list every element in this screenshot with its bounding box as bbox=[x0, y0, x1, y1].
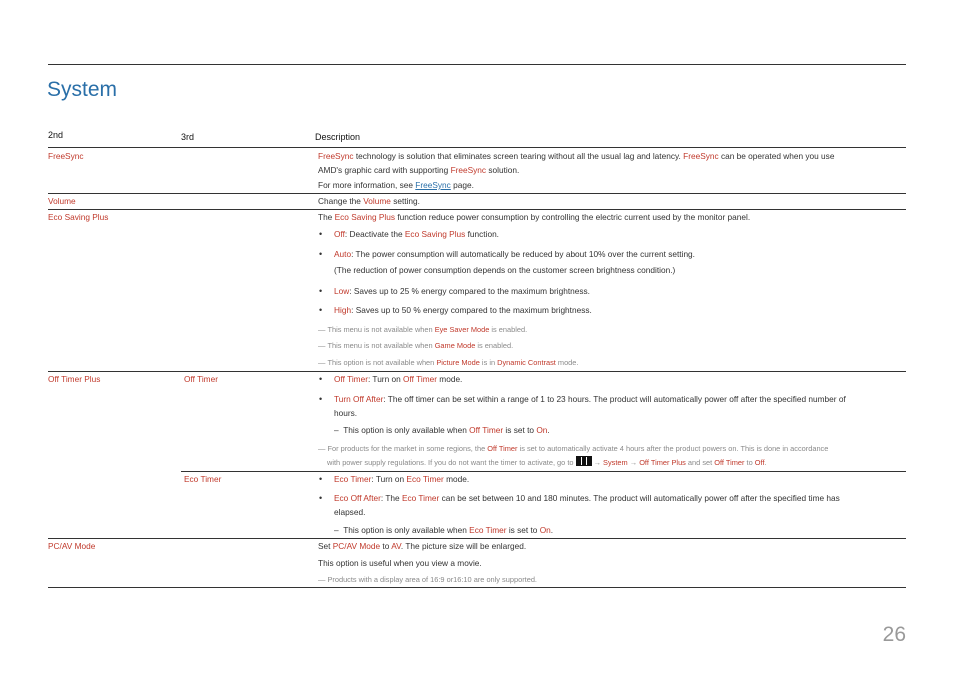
off-timer-bullet-turn-off-after: • Turn Off After: The off timer can be set within a range of 1 to 23 hours. The product will automatically power off after the specified number of bbox=[334, 392, 846, 406]
off-timer-dash-note: – This option is only available when Off Timer is set to On. bbox=[334, 425, 550, 435]
sub-label-eco-timer: Eco Timer bbox=[184, 474, 222, 484]
header-rule bbox=[48, 147, 906, 148]
freesync-desc-line1: FreeSync technology is solution that eliminates screen tearing without all the usual lag and latency. FreeSync can be operated when you use bbox=[318, 151, 835, 161]
eco-bullet-off: • Off: Deactivate the Eco Saving Plus function. bbox=[334, 227, 499, 241]
menu-icon bbox=[576, 456, 592, 466]
off-timer-region-note-line2: with power supply regulations. If you do not want the timer to activate, go to → System → Off Timer Plus and set Off Timer to Off. bbox=[327, 458, 767, 467]
pcav-desc-line2: This option is useful when you view a movie. bbox=[318, 558, 482, 568]
volume-desc: Change the Volume setting. bbox=[318, 196, 420, 206]
header-3rd: 3rd bbox=[181, 132, 195, 142]
pcav-desc-line1: Set PC/AV Mode to AV. The picture size will be enlarged. bbox=[318, 541, 527, 551]
eco-note-game-mode: ― This menu is not available when Game Mode is enabled. bbox=[318, 341, 514, 350]
eco-note-eye-saver: ― This menu is not available when Eye Saver Mode is enabled. bbox=[318, 325, 528, 334]
page-number: 26 bbox=[882, 623, 906, 646]
off-timer-region-note-line1: ― For products for the market in some regions, the Off Timer is set to automatically activate 4 hours after the product powers on. This is done in accordance bbox=[318, 444, 829, 453]
subrow-divider bbox=[181, 471, 906, 472]
sub-label-off-timer: Off Timer bbox=[184, 374, 218, 384]
eco-bullet-low: • Low: Saves up to 25 % energy compared to the maximum brightness. bbox=[334, 284, 590, 298]
top-rule bbox=[48, 64, 906, 65]
off-timer-hours: hours. bbox=[334, 408, 358, 418]
row-label-off-timer-plus: Off Timer Plus bbox=[48, 374, 101, 384]
header-2nd: 2nd bbox=[48, 130, 64, 140]
table-bottom-rule bbox=[48, 587, 906, 588]
eco-bullet-auto: • Auto: The power consumption will automatically be reduced by about 10% over the current setting. bbox=[334, 247, 695, 261]
page-title: System bbox=[47, 78, 118, 101]
off-timer-bullet-mode: • Off Timer: Turn on Off Timer mode. bbox=[334, 372, 462, 386]
row-divider bbox=[48, 193, 906, 194]
freesync-desc-line3: For more information, see FreeSync page. bbox=[318, 180, 474, 190]
row-label-eco-saving-plus: Eco Saving Plus bbox=[48, 212, 109, 222]
row-divider bbox=[48, 371, 906, 372]
pcav-note: ― Products with a display area of 16:9 or16:10 are only supported. bbox=[318, 575, 537, 584]
row-label-freesync: FreeSync bbox=[48, 151, 84, 161]
eco-timer-bullet-mode: • Eco Timer: Turn on Eco Timer mode. bbox=[334, 472, 469, 486]
eco-timer-elapsed: elapsed. bbox=[334, 507, 366, 517]
row-label-pc-av-mode: PC/AV Mode bbox=[48, 541, 96, 551]
eco-timer-bullet-off-after: • Eco Off After: The Eco Timer can be set between 10 and 180 minutes. The product will automatically power off after the specified time has bbox=[334, 491, 840, 505]
eco-intro: The Eco Saving Plus function reduce power consumption by controlling the electric current used by the monitor panel. bbox=[318, 212, 751, 222]
freesync-page-link[interactable]: FreeSync bbox=[415, 180, 451, 190]
eco-auto-detail: (The reduction of power consumption depends on the customer screen brightness condition.) bbox=[334, 265, 676, 275]
eco-bullet-high: • High: Saves up to 50 % energy compared to the maximum brightness. bbox=[334, 303, 592, 317]
row-label-volume: Volume bbox=[48, 196, 76, 206]
freesync-desc-line2: AMD's graphic card with supporting FreeSync solution. bbox=[318, 165, 520, 175]
eco-timer-dash-note: – This option is only available when Eco Timer is set to On. bbox=[334, 525, 554, 535]
eco-note-picture-mode: ― This option is not available when Picture Mode is in Dynamic Contrast mode. bbox=[318, 358, 579, 367]
header-description: Description bbox=[315, 132, 361, 142]
